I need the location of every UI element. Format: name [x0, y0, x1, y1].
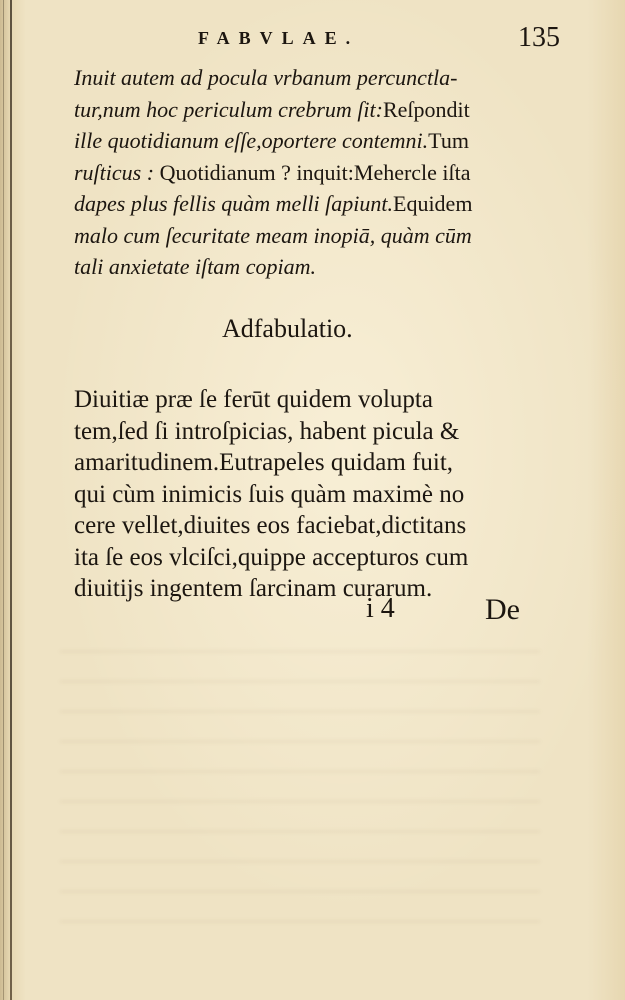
running-head: FABVLAE.: [198, 28, 360, 48]
moral-line: qui cùm inimicis ſuis quàm maximè no: [74, 480, 465, 508]
fable-line-italic: tur,num hoc periculum crebrum ſit:: [74, 96, 383, 122]
fable-line-italic: ruſticus :: [74, 159, 160, 185]
fable-line: [74, 157, 554, 189]
fable-line: [74, 188, 554, 220]
moral-line: cere vellet,diuites eos faciebat,dictitans: [74, 512, 467, 539]
fable-line-italic: tali anxietate iſtam copiam.: [74, 254, 316, 279]
moral-line: ita ſe eos vlciſci,quippe accepturos cum: [74, 543, 469, 571]
fable-line-italic: malo cum ſecuritate meam inopiā, quàm cūm: [74, 222, 472, 248]
fable-line-roman: Equidem: [393, 191, 473, 216]
moral-line: diuitijs ingentem ſarcinam curarum.: [74, 575, 433, 602]
fable-line-roman: Tum: [428, 128, 469, 153]
fable-line-italic: dapes plus fellis quàm melli ſapiunt.: [74, 191, 393, 216]
show-through-ghost-text: [60, 650, 540, 950]
gutter-edge: [10, 0, 12, 1000]
moral-line: tem,ſed ſi introſpicias, habent picula &: [74, 417, 460, 445]
fable-line: [74, 94, 554, 126]
fable-line: [74, 62, 554, 94]
fable-line-roman: Reſpondit: [382, 96, 470, 122]
fable-line-italic: ille quotidianum eſſe,oportere contemni.: [74, 128, 429, 153]
moral-line: amaritudinem.Eutrapeles quidam fuit,: [74, 449, 454, 476]
page-number: 135: [518, 22, 560, 53]
signature-mark: i 4: [366, 593, 395, 624]
fable-line: [74, 220, 554, 252]
fable-line: [74, 125, 554, 157]
moral-text: [74, 384, 554, 605]
section-heading: Adfabulatio.: [222, 314, 353, 343]
catchword: De: [485, 593, 520, 626]
gutter-shadow: [3, 0, 4, 1000]
fable-text: [74, 62, 554, 283]
fable-line-roman: Quotidianum ? inquit:Mehercle iſta: [159, 159, 471, 185]
fable-line-italic: Inuit autem ad pocula vrbanum percunctla-: [74, 65, 458, 90]
fable-line: [74, 251, 554, 283]
moral-line: Diuitiæ præ ſe ferūt quidem volupta: [74, 386, 433, 413]
